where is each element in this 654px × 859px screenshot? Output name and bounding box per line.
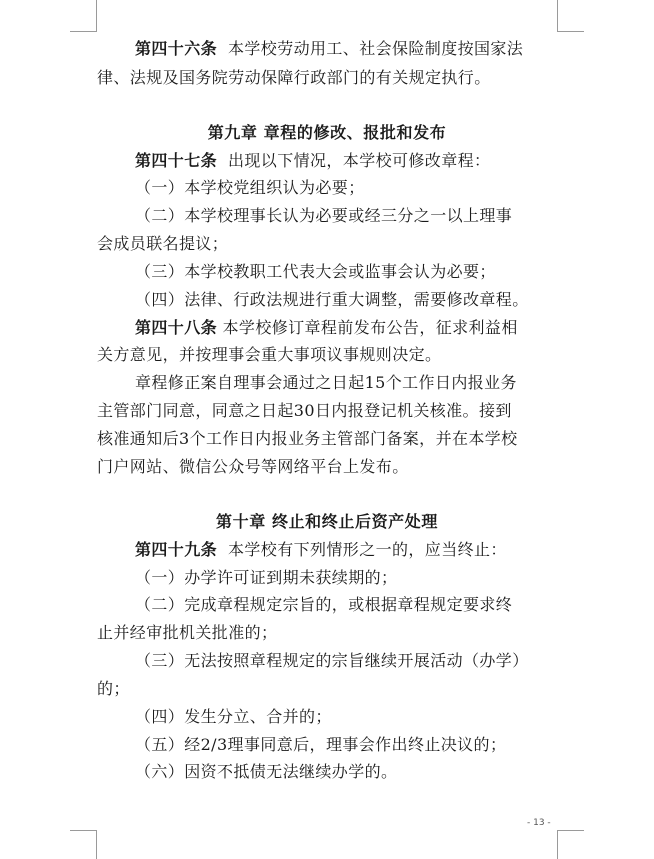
- article-46-line-2: 律、法规及国务院劳动保障行政部门的有关规定执行。: [97, 68, 491, 87]
- article-49-item: （一）办学许可证到期未获续期的；: [135, 568, 398, 587]
- article-48-text: 本学校修订章程前发布公告，征求利益相: [222, 318, 518, 337]
- article-47-text: 出现以下情况，本学校可修改章程：: [228, 151, 491, 170]
- article-49-line: [97, 540, 595, 560]
- article-46-text: 本学校劳动用工、社会保险制度按国家法: [228, 39, 524, 58]
- article-49-item: （三）无法按照章程规定的宗旨继续开展活动（办学）: [135, 651, 529, 670]
- article-47-item-cont: 会成员联名提议；: [97, 234, 229, 253]
- article-49-item: （六）因资不抵债无法继续办学的。: [135, 762, 398, 781]
- article-47-item: （一）本学校党组织认为必要；: [135, 178, 365, 197]
- article-49-item-cont: 的；: [97, 679, 130, 698]
- crop-mark: [70, 31, 97, 32]
- article-48-line-1: [97, 318, 595, 338]
- article-49-item: （五）经2/3理事同意后，理事会作出终止决议的；: [135, 735, 507, 754]
- article-47-item: （二）本学校理事长认为必要或经三分之一以上理事: [135, 206, 513, 225]
- article-46-line-1: [97, 39, 595, 59]
- article-48-para-line: 核准通知后3个工作日内报业务主管部门备案，并在本学校: [97, 429, 518, 448]
- article-46-label: 第四十六条: [135, 39, 218, 58]
- article-49-item-cont: 止并经审批机关批准的；: [97, 623, 278, 642]
- article-47-item: （三）本学校教职工代表大会或监事会认为必要；: [135, 262, 496, 281]
- article-48-line-2: 关方意见，并按理事会重大事项议事规则决定。: [97, 345, 442, 364]
- crop-mark: [70, 830, 97, 831]
- crop-mark: [96, 0, 97, 32]
- article-47-label: 第四十七条: [135, 151, 218, 170]
- article-48-para-line: 门户网站、微信公众号等网络平台上发布。: [97, 457, 409, 476]
- article-49-item: （二）完成章程规定宗旨的，或根据章程规定要求终: [135, 595, 513, 614]
- chapter-10-title: 第十章 终止和终止后资产处理: [216, 512, 438, 531]
- article-48-para-line: 章程修正案自理事会通过之日起15个工作日内报业务: [135, 373, 517, 392]
- crop-mark: [96, 830, 97, 859]
- crop-mark: [557, 31, 584, 32]
- article-47-line: [97, 151, 595, 171]
- chapter-9-title: 第九章 章程的修改、报批和发布: [207, 123, 447, 142]
- article-49-item: （四）发生分立、合并的；: [135, 707, 332, 726]
- article-48-para-line: 主管部门同意，同意之日起30日内报登记机关核准。接到: [97, 401, 512, 420]
- article-49-text: 本学校有下列情形之一的，应当终止：: [228, 540, 507, 559]
- article-48-label: 第四十八条: [135, 318, 218, 337]
- page-number: - 13 -: [527, 818, 551, 828]
- crop-mark: [557, 830, 584, 831]
- article-49-label: 第四十九条: [135, 540, 218, 559]
- crop-mark: [557, 0, 558, 32]
- crop-mark: [557, 830, 558, 859]
- article-47-item: （四）法律、行政法规进行重大调整，需要修改章程。: [135, 290, 529, 309]
